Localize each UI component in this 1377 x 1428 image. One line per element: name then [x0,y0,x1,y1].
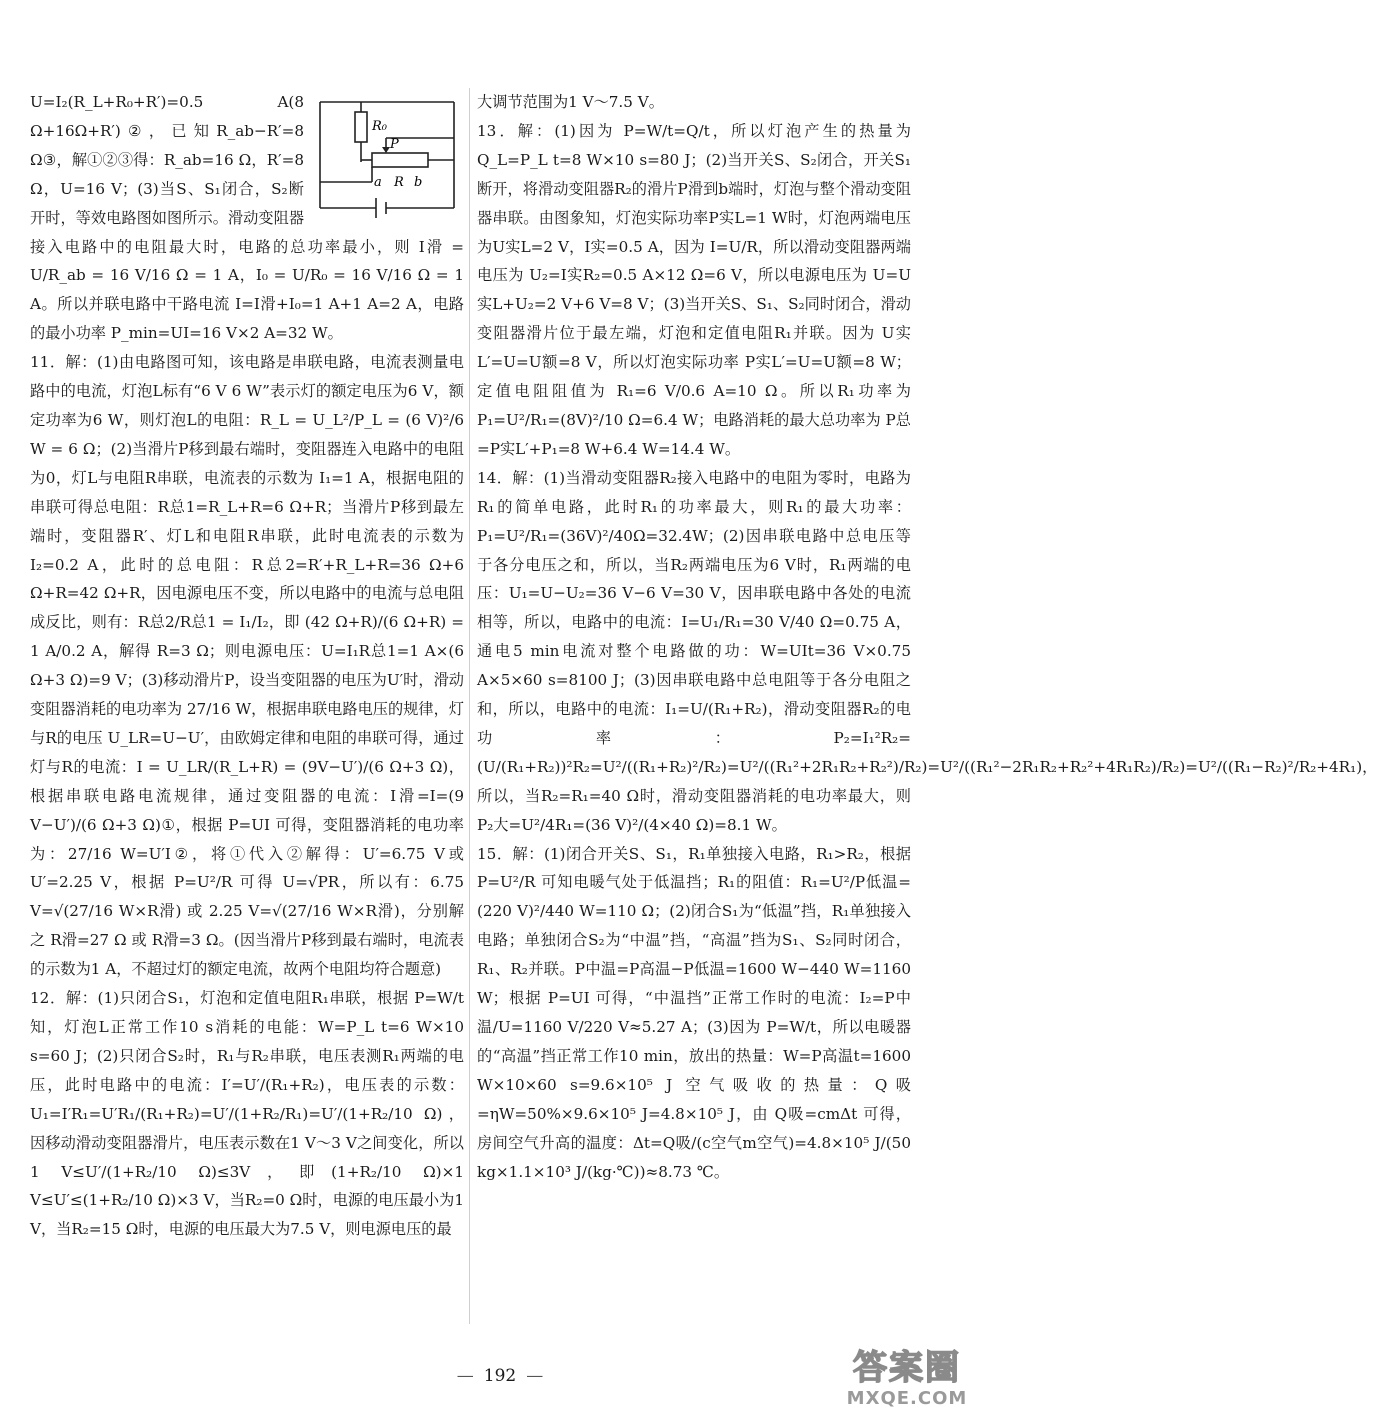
label-r: R [394,175,404,190]
circuit-diagram [314,90,464,216]
watermark-bottom-text: MXQE.COM [846,1388,968,1409]
solution-10-continued: U=I₂(R_L+R₀+R′)=0.5 A(8 Ω+16Ω+R′)②，已知R_ab−R′=8 Ω③，解①②③得：R_ab=16 Ω，R′=8 Ω，U=16 V；(3)当S、S₁闭合，S₂断开时，等效电路图如图所示。滑动变阻器接入电路中的电阻最大时，电路的总功率最小，则 I滑 = U/R_ab = 16 V/16 Ω = 1 A，I₀ = U/R₀ = 16 V/16 Ω = 1 A。所以并联电路中干路电流 I=I滑+I₀=1 A+1 A=2 A，电路的最小功率 P_min=UI=16 V×2 A=32 W。 [30,93,464,343]
label-p: P [390,137,399,152]
solution-11: 11．解：(1)由电路图可知，该电路是串联电路，电流表测量电路中的电流，灯泡L标有“6 V 6 W”表示灯的额定电压为6 V，额定功率为6 W，则灯泡L的电阻：R_L = U_L²/P_L = (6 V)²/6 W = 6 Ω；(2)当滑片P移到最右端时，变阻器连入电路中的电阻为0，灯L与电阻R串联，电流表的示数为 I₁=1 A，根据电阻的串联可得总电阻：R总1=R_L+R=6 Ω+R；当滑片P移到最左端时，变阻器R′、灯L和电阻R串联，此时电流表的示数为 I₂=0.2 A，此时的总电阻：R总2=R′+R_L+R=36 Ω+6 Ω+R=42 Ω+R，因电源电压不变，所以电路中的电流与总电阻成反比，则有：R总2/R总1 = I₁/I₂，即 (42 Ω+R)/(6 Ω+R) = 1 A/0.2 A，解得 R=3 Ω；则电源电压：U=I₁R总1=1 A×(6 Ω+3 Ω)=9 V；(3)移动滑片P，设当变阻器的电压为U′时，滑动变阻器消耗的电功率为 27/16 W，根据串联电路电压的规律，灯与R的电压 U_LR=U−U′，由欧姆定律和电阻的串联可得，通过灯与R的电流：I = U_LR/(R_L+R) = (9V−U′)/(6 Ω+3 Ω)，根据串联电路电流规律，通过变阻器的电流：I滑=I=(9 V−U′)/(6 Ω+3 Ω)①，根据 P=UI 可得，变阻器消耗的电功率为：27/16 W=U′I②，将①代入②解得：U′=6.75 V或U′=2.25 V，根据 P=U²/R 可得 U=√PR，所以有：6.75 V=√(27/16 W×R滑) 或 2.25 V=√(27/16 W×R滑)，分别解之 R滑=27 Ω 或 R滑=3 Ω。(因当滑片P移到最右端时，电流表的示数为1 A，不超过灯的额定电流，故两个电阻均符合题意) [30,353,464,979]
solution-14: 14．解：(1)当滑动变阻器R₂接入电路中的电阻为零时，电路为R₁的简单电路，此时R₁的功率最大，则R₁的最大功率：P₁=U²/R₁=(36V)²/40Ω=32.4W；(2)因串联电路中总电压等于各分电压之和，所以，当R₂两端电压为6 V时，R₁两端的电压：U₁=U−U₂=36 V−6 V=30 V，因串联电路中各处的电流相等，所以，电路中的电流：I=U₁/R₁=30 V/40 Ω=0.75 A，通电5 min电流对整个电路做的功：W=UIt=36 V×0.75 A×5×60 s=8100 J；(3)因串联电路中总电阻等于各分电阻之和，所以，电路中的电流：I₁=U/(R₁+R₂)，滑动变阻器R₂的电功率：P₂=I₁²R₂=(U/(R₁+R₂))²R₂=U²/((R₁+R₂)²/R₂)=U²/((R₁²+2R₁R₂+R₂²)/R₂)=U²/((R₁²−2R₁R₂+R₂²+4R₁R₂)/R₂)=U²/((R₁−R₂)²/R₂+4R₁)，所以，当R₂=R₁=40 Ω时，滑动变阻器消耗的电功率最大，则 P₂大=U²/4R₁=(36 V)²/(4×40 Ω)=8.1 W。 [477,468,1377,834]
solution-15: 15．解：(1)闭合开关S、S₁，R₁单独接入电路，R₁>R₂，根据 P=U²/R 可知电暖气处于低温挡；R₁的阻值：R₁=U²/P低温=(220 V)²/440 W=110 Ω；(2)闭合S₁为“低温”挡，R₁单独接入电路；单独闭合S₂为“中温”挡，“高温”挡为S₁、S₂同时闭合，R₁、R₂并联。P中温=P高温−P低温=1600 W−440 W=1160 W；根据 P=UI 可得，“中温挡”正常工作时的电流：I₂=P中温/U=1160 V/220 V≈5.27 A；(3)因为 P=W/t，所以电暖器的“高温”挡正常工作10 min，放出的热量：W=P高温t=1600 W×10×60 s=9.6×10⁵ J 空气吸收的热量：Q吸=ηW=50%×9.6×10⁵ J=4.8×10⁵ J，由 Q吸=cmΔt 可得，房间空气升高的温度：Δt=Q吸/(c空气m空气)=4.8×10⁵ J/(50 kg×1.1×10³ J/(kg·℃))≈8.73 ℃。 [477,844,911,1181]
page-number-value: 192 [483,1366,517,1386]
left-column [30,88,464,1244]
label-a: a [374,175,382,190]
label-r0: R₀ [372,119,387,134]
label-b: b [414,175,423,190]
right-column [477,88,1377,1186]
solution-12-continued: 大调节范围为1 V～7.5 V。 [477,93,664,111]
solution-12: 12．解：(1)只闭合S₁，灯泡和定值电阻R₁串联，根据 P=W/t 知，灯泡L正常工作10 s消耗的电能：W=P_L t=6 W×10 s=60 J；(2)只闭合S₂时，R₁与R₂串联，电压表测R₁两端的电压，此时电路中的电流：I′=U′/(R₁+R₂)，电压表的示数：U₁=I′R₁=U′R₁/(R₁+R₂)=U′/(1+R₂/R₁)=U′/(1+R₂/10 Ω)，因移动滑动变阻器滑片，电压表示数在1 V～3 V之间变化，所以1 V≤U′/(1+R₂/10 Ω)≤3V，即(1+R₂/10 Ω)×1 V≤U′≤(1+R₂/10 Ω)×3 V，当R₂=0 Ω时，电源的电压最小为1 V，当R₂=15 Ω时，电源的电压最大为7.5 V，则电源电压的最 [30,989,464,1239]
page-number: — 192 — [456,1366,544,1386]
solution-13: 13．解：(1)因为 P=W/t=Q/t，所以灯泡产生的热量为 Q_L=P_L t=8 W×10 s=80 J；(2)当开关S、S₂闭合，开关S₁断开，将滑动变阻器R₂的滑片P滑到b端时，灯泡与整个滑动变阻器串联。由图象知，灯泡实际功率P实L=1 W时，灯泡两端电压为U实L=2 V，I实=0.5 A，因为 I=U/R，所以滑动变阻器两端电压为 U₂=I实R₂=0.5 A×12 Ω=6 V，所以电源电压为 U=U实L+U₂=2 V+6 V=8 V；(3)当开关S、S₁、S₂同时闭合，滑动变阻器滑片位于最左端，灯泡和定值电阻R₁并联。因为 U实L′=U=U额=8 V，所以灯泡实际功率 P实L′=U=U额=8 W；定值电阻阻值为 R₁=6 V/0.6 A=10 Ω。所以R₁功率为 P₁=U²/R₁=(8V)²/10 Ω=6.4 W；电路消耗的最大总功率为 P总=P实L′+P₁=8 W+6.4 W=14.4 W。 [477,121,911,458]
watermark-top-text: 答案圈 [853,1348,961,1388]
watermark-logo [832,1348,982,1418]
column-divider [469,88,470,1324]
